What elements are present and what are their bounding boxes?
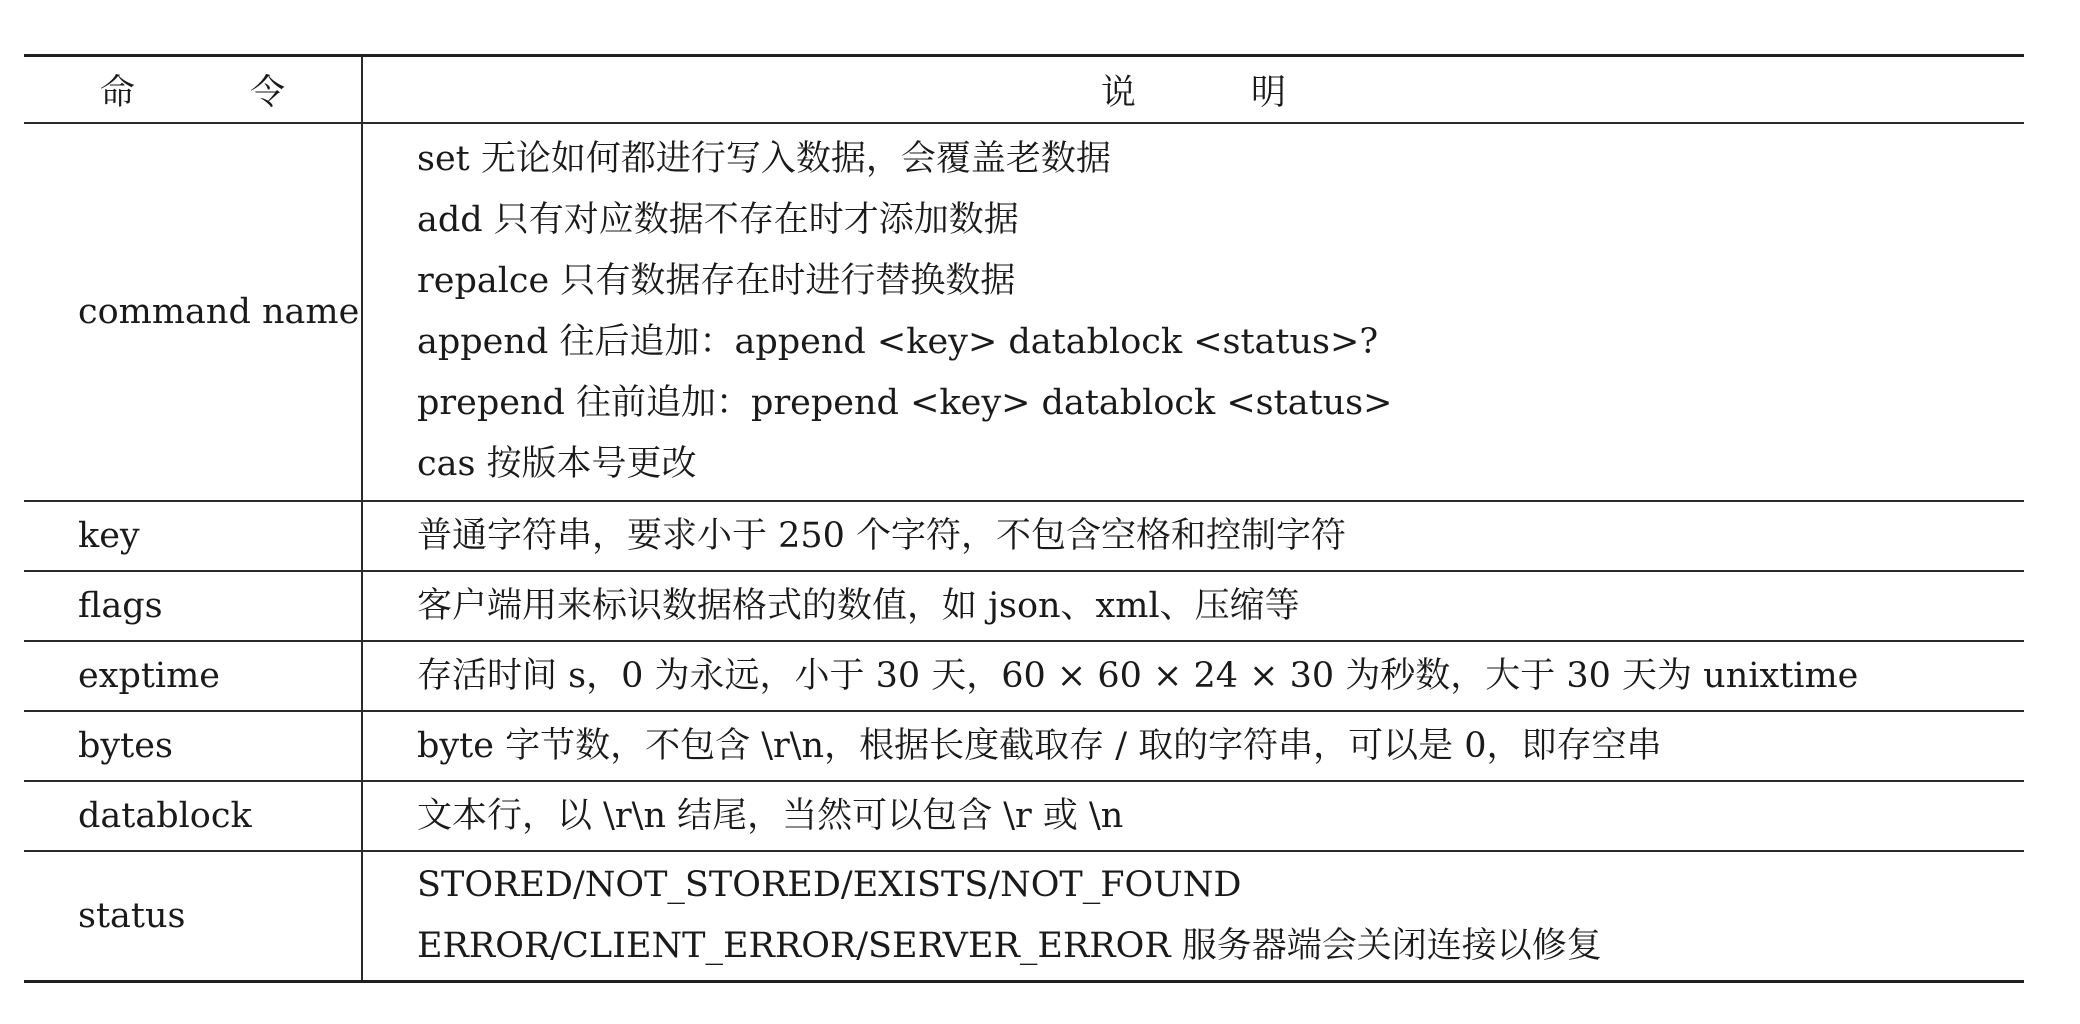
description-cell [362,851,2024,982]
description-line: 普通字符串，要求小于 250 个字符，不包含空格和控制字符 [417,515,1347,556]
description-line: append 往后追加：append <key> datablock <status>? [417,322,1379,362]
description-line: 存活时间 s，0 为永远，小于 30 天，60 × 60 × 24 × 30 为秒数，大于 30 天为 unixtime [417,655,1859,696]
table-row [24,571,2024,641]
description-cell [362,571,2024,641]
command-cell: key [24,501,362,571]
header-description-label: 说 明 [1100,72,1339,113]
description-line: 客户端用来标识数据格式的数值，如 json、xml、压缩等 [417,585,1300,626]
header-row [24,56,2024,124]
table-row [24,781,2024,851]
description-line: cas 按版本号更改 [417,444,697,484]
command-cell: datablock [24,781,362,851]
description-line: set 无论如何都进行写入数据，会覆盖老数据 [417,139,1111,179]
command-cell: exptime [24,641,362,711]
header-command-label: 命 令 [99,72,338,113]
description-cell [362,501,2024,571]
table-body [24,123,2024,982]
table-header [24,56,2024,124]
header-description [362,56,2024,124]
description-line: ERROR/CLIENT_ERROR/SERVER_ERROR 服务器端会关闭连接以修复 [417,926,1602,966]
header-command [24,56,362,124]
command-cell: command name [24,123,362,501]
description-cell [362,781,2024,851]
description-cell [362,641,2024,711]
description-line: byte 字节数，不包含 \r\n，根据长度截取存 / 取的字符串，可以是 0，即存空串 [417,725,1662,766]
table-row [24,711,2024,781]
description-line: STORED/NOT_STORED/EXISTS/NOT_FOUND [417,865,1242,905]
command-cell: status [24,851,362,982]
command-cell: flags [24,571,362,641]
description-cell [362,711,2024,781]
description-line: prepend 往前追加：prepend <key> datablock <status> [417,383,1393,423]
description-cell [362,123,2024,501]
description-line: 文本行，以 \r\n 结尾，当然可以包含 \r 或 \n [417,795,1124,836]
command-cell: bytes [24,711,362,781]
memcached-command-table [24,54,2024,983]
description-line: add 只有对应数据不存在时才添加数据 [417,200,1019,240]
table-row [24,123,2024,501]
table-row [24,851,2024,982]
table-row [24,641,2024,711]
description-line: repalce 只有数据存在时进行替换数据 [417,261,1016,301]
table-row [24,501,2024,571]
